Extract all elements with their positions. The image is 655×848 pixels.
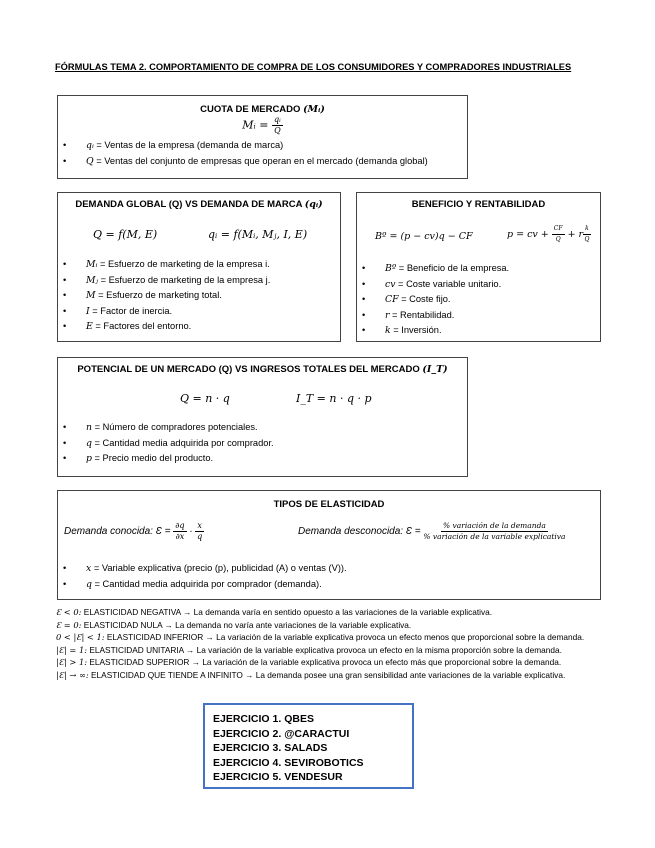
desc: = Ventas de la empresa (demanda de marca) xyxy=(93,140,284,150)
elasticidad-list xyxy=(58,561,347,592)
list-item xyxy=(357,323,509,339)
var: q xyxy=(86,437,92,449)
note-math: Ɛ = 0: xyxy=(56,619,82,630)
fraction xyxy=(552,224,565,245)
list-item xyxy=(58,138,467,154)
beneficio-box xyxy=(356,192,601,342)
cuota-heading xyxy=(58,104,467,115)
desc: = Factores del entorno. xyxy=(92,321,192,331)
var: q xyxy=(86,578,92,590)
formula-marca: qᵢ = f(Mᵢ, Mⱼ, I, E) xyxy=(208,228,308,241)
cuota-list xyxy=(58,138,467,169)
ejercicio-item: EJERCICIO 3. SALADS xyxy=(213,742,328,754)
formula-global: Q = f(M, E) xyxy=(93,228,158,241)
f-label: Demanda conocida: Ɛ = xyxy=(64,526,171,538)
list-item xyxy=(357,308,509,324)
formula-precio xyxy=(507,224,591,245)
list-item xyxy=(58,436,274,452)
ejercicio-item: EJERCICIO 5. VENDESUR xyxy=(213,771,343,783)
demanda-box xyxy=(57,192,341,342)
demanda-heading xyxy=(58,199,340,210)
list-item xyxy=(58,288,270,304)
desc: = Número de compradores potenciales. xyxy=(92,422,258,432)
f-lhs: Mᵢ = xyxy=(242,118,269,132)
fraction xyxy=(423,521,565,542)
desc: = Precio medio del producto. xyxy=(91,453,214,463)
f-den: Q xyxy=(584,236,590,243)
elasticidad-box xyxy=(57,490,601,600)
var: r xyxy=(385,309,390,321)
f-part: + r xyxy=(567,229,584,240)
list-item xyxy=(58,577,347,593)
f-den: Q xyxy=(555,236,561,243)
formula-potencial: Q = n · q xyxy=(180,392,230,405)
fraction xyxy=(195,521,204,542)
beneficio-list xyxy=(357,261,509,339)
note-line xyxy=(56,656,584,669)
var: M xyxy=(86,290,96,301)
note-text: ELASTICIDAD INFERIOR → La variación de la variable explicativa provoca un efecto menos que proporcional sobre la demanda. xyxy=(104,632,585,643)
cuota-box xyxy=(57,95,468,179)
var: p xyxy=(86,453,92,464)
f-num: qᵢ xyxy=(273,115,281,124)
list-item xyxy=(58,420,274,436)
f-num: % variación de la demanda xyxy=(443,521,546,530)
note-text: ELASTICIDAD NULA → La demanda no varía ante variaciones de la variable explicativa. xyxy=(81,619,412,630)
desc: = Cantidad media adquirida por comprador. xyxy=(91,437,274,448)
var: n xyxy=(86,422,92,433)
desc: = Esfuerzo de marketing total. xyxy=(95,290,222,300)
list-item xyxy=(58,257,270,273)
heading-text: DEMANDA GLOBAL (Q) VS DEMANDA DE MARCA xyxy=(75,199,303,210)
f-part: p = cv + xyxy=(507,229,549,240)
demanda-list xyxy=(58,257,270,335)
beneficio-heading: BENEFICIO Y RENTABILIDAD xyxy=(411,199,546,210)
ejercicio-item: EJERCICIO 2. @CARACTUI xyxy=(213,727,350,740)
note-text: ELASTICIDAD UNITARIA → La variación de la variable explicativa provoca un efecto en la misma proporción sobre la demanda. xyxy=(87,644,562,655)
desc: = Inversión. xyxy=(390,325,442,335)
list-item xyxy=(58,451,274,467)
var: Q xyxy=(86,155,94,167)
heading-var: (Mᵢ) xyxy=(303,104,325,115)
formula-conocida: Demanda conocida: Ɛ = $\frac{\partial q}{\partial x}$ · $\frac{x}{q}$ xyxy=(64,521,203,541)
note-math: |Ɛ| → ∞: xyxy=(56,669,89,680)
ejercicios-box xyxy=(203,703,414,789)
heading-var: (qᵢ) xyxy=(304,199,323,210)
list-item xyxy=(357,277,509,293)
heading-text: POTENCIAL DE UN MERCADO (Q) VS INGRESOS TOTALES DEL MERCADO xyxy=(77,364,420,375)
f-den: q xyxy=(197,532,203,541)
desc: = Variable explicativa (precio (p), publicidad (A) o ventas (V)). xyxy=(91,563,347,573)
note-line xyxy=(56,644,584,657)
list-item xyxy=(58,154,467,170)
list-item xyxy=(357,292,509,308)
var: I xyxy=(86,305,90,317)
note-text: ELASTICIDAD SUPERIOR → La variación de la variable explicativa provoca un efecto más que proporcional sobre la demanda. xyxy=(87,657,562,668)
desc: = Coste variable unitario. xyxy=(395,278,502,289)
var: Mᵢ xyxy=(86,259,98,270)
f-den: Q xyxy=(274,126,281,135)
note-math: |Ɛ| = 1: xyxy=(56,644,88,655)
ejercicio-item: EJERCICIO 4. SEVIROBOTICS xyxy=(213,756,364,769)
desc: = Esfuerzo de marketing de la empresa i. xyxy=(97,259,270,269)
ejercicio-item: EJERCICIO 1. QBES xyxy=(213,713,314,725)
desc: = Rentabilidad. xyxy=(389,309,455,320)
formula-ingresos: I_T = n · q · p xyxy=(296,392,372,405)
note-line xyxy=(56,669,584,682)
potencial-list xyxy=(58,420,274,467)
heading-var: (I_T) xyxy=(422,364,448,375)
cuota-formula xyxy=(58,115,467,136)
heading-text: CUOTA DE MERCADO xyxy=(200,104,301,115)
list-item xyxy=(58,273,270,289)
list-item xyxy=(58,561,347,577)
f-num: x xyxy=(197,521,202,530)
elasticidad-heading: TIPOS DE ELASTICIDAD xyxy=(273,499,385,510)
list-item xyxy=(357,261,509,277)
f-label: Demanda desconocida: Ɛ = xyxy=(298,526,421,538)
desc: = Ventas del conjunto de empresas que operan en el mercado (demanda global) xyxy=(93,155,428,166)
note-line xyxy=(56,606,584,619)
desc: = Coste fijo. xyxy=(398,294,451,304)
desc: = Esfuerzo de marketing de la empresa j. xyxy=(97,274,271,285)
note-math: |Ɛ| > 1: xyxy=(56,657,88,668)
note-text: ELASTICIDAD QUE TIENDE A INFINITO → La demanda posee una gran sensibilidad ante variaciones de la variable explicativa. xyxy=(88,669,566,680)
desc: = Cantidad media adquirida por comprador (demanda). xyxy=(91,578,322,589)
f-num: CF xyxy=(552,224,565,235)
note-text: ELASTICIDAD NEGATIVA → La demanda varía en sentido opuesto a las variaciones de la variable explicativa. xyxy=(81,607,493,617)
desc: = Beneficio de la empresa. xyxy=(396,263,510,273)
var: x xyxy=(86,563,92,574)
note-line xyxy=(56,631,584,644)
note-line xyxy=(56,619,584,632)
formula-desconocida xyxy=(298,521,566,542)
formula-beneficio: Bº = (p − cv)q − CF xyxy=(375,231,473,242)
var: Bº xyxy=(385,263,397,274)
var: E xyxy=(86,321,93,332)
var: CF xyxy=(385,294,399,305)
var: cv xyxy=(385,278,396,290)
document-title: FÓRMULAS TEMA 2. COMPORTAMIENTO DE COMPRA DE LOS CONSUMIDORES Y COMPRADORES INDUSTRIALES xyxy=(55,62,572,72)
potencial-heading xyxy=(58,364,467,375)
fraction xyxy=(173,521,186,542)
var: qᵢ xyxy=(86,140,94,151)
note-math: 0 < |Ɛ| < 1: xyxy=(56,632,105,643)
list-item xyxy=(58,319,270,335)
elasticity-notes xyxy=(56,606,584,682)
desc: = Factor de inercia. xyxy=(89,305,173,316)
note-math: Ɛ < 0: xyxy=(56,607,82,617)
fraction xyxy=(272,115,283,136)
f-num: k xyxy=(583,224,591,235)
fraction xyxy=(583,224,591,245)
var: k xyxy=(385,325,391,336)
f-den: ∂x xyxy=(175,532,185,541)
f-den: % variación de la variable explicativa xyxy=(423,532,566,541)
potencial-box xyxy=(57,357,468,477)
var: Mⱼ xyxy=(86,274,98,286)
f-num: ∂q xyxy=(175,521,185,530)
list-item xyxy=(58,304,270,320)
